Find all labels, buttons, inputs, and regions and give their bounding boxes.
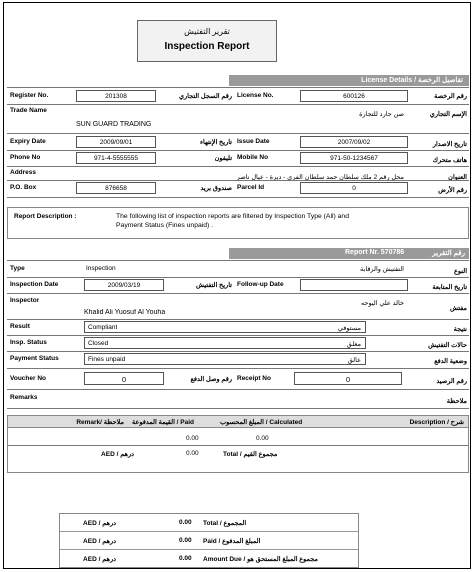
- address-ar-value: محل رقم 2 ملك سلطان حمد سلطان الفرى - ديرة - عيال ناصر: [236, 174, 404, 181]
- totals-row: AED / درهم 0.00 Amount Due / مجموع المبلغ المستحق هو: [83, 555, 318, 563]
- title-english: Inspection Report: [164, 41, 250, 52]
- license-no-field: 600126: [300, 90, 408, 102]
- license-details-header: License Details / تفاصيل الرخصة: [229, 75, 469, 86]
- type-ar: النوع: [454, 268, 467, 275]
- report-header: Report Nr. 570786 رقم التقرير: [229, 248, 469, 259]
- type-label: Type: [10, 265, 25, 272]
- phone-field: 971-4-5555555: [76, 152, 156, 164]
- status-ar: حالات التفتيش: [428, 342, 467, 349]
- payment-field: Fines unpaid عالق: [84, 353, 366, 365]
- payment-label: Payment Status: [10, 355, 59, 362]
- expiry-ar: تاريخ الإنتهاء: [199, 139, 232, 146]
- inspector-ar-value: خالد علي اليوحه: [360, 300, 404, 307]
- issue-field: 2007/09/02: [300, 136, 408, 148]
- phone-label: Phone No: [10, 154, 41, 161]
- pobox-label: P.O. Box: [10, 184, 37, 191]
- inspector-value: Khalid Ali Yuosuf Al Youha: [84, 309, 166, 316]
- totals-box: [59, 513, 359, 568]
- fines-row-calculated: 0.00: [256, 435, 269, 442]
- fines-row-paid: 0.00: [186, 435, 199, 442]
- fines-sum-currency: AED / درهم: [101, 451, 134, 458]
- expiry-field: 2009/09/01: [76, 136, 156, 148]
- insp-date-label: Inspection Date: [10, 281, 59, 288]
- status-label: Insp. Status: [10, 339, 47, 346]
- address-ar: العنوان: [448, 174, 467, 181]
- insp-date-field: 2009/03/19: [84, 279, 164, 291]
- trade-name-label: Trade Name: [10, 107, 47, 114]
- license-no-label: License No.: [237, 92, 274, 99]
- mobile-field: 971-50-1234567: [300, 152, 408, 164]
- inspector-ar: مفتش: [449, 305, 467, 312]
- pobox-field: 876658: [76, 182, 156, 194]
- register-no-ar: رقم السجل التجاري: [178, 93, 232, 100]
- parcel-label: Parcel Id: [237, 184, 265, 191]
- inspector-label: Inspector: [10, 297, 40, 304]
- trade-name-value: SUN GUARD TRADING: [76, 121, 152, 128]
- license-no-ar: رقم الرخصة: [434, 93, 467, 100]
- payment-ar: وضعية الدفع: [434, 358, 467, 365]
- col-description: Description / شرح: [409, 419, 464, 426]
- col-remark: Remark/ ملاحظة: [76, 419, 124, 426]
- report-description-label: Report Description :: [14, 213, 77, 220]
- mobile-ar: هاتف متحرك: [432, 157, 467, 164]
- result-label: Result: [10, 323, 30, 330]
- voucher-ar: رقم وصل الدفع: [190, 376, 232, 383]
- remarks-ar: ملاحظة: [446, 398, 467, 405]
- remarks-label: Remarks: [10, 394, 38, 401]
- parcel-ar: رقم الأرض: [438, 187, 467, 194]
- report-description-box: [7, 207, 469, 239]
- register-no-label: Register No.: [10, 92, 49, 99]
- voucher-field: 0: [84, 372, 164, 385]
- receipt-label: Receipt No: [237, 375, 271, 382]
- trade-name-ar: الإسم التجاري: [429, 111, 467, 118]
- mobile-label: Mobile No: [237, 154, 269, 161]
- trade-name-ar-value: صن جارد للتجارة: [359, 111, 404, 118]
- report-page: [3, 2, 471, 569]
- report-description-line1: The following list of inspection reports are filtered by Inspection Type (All) and: [116, 213, 349, 220]
- fines-table: [7, 415, 469, 473]
- address-label: Address: [10, 169, 37, 176]
- title-box: [137, 20, 277, 62]
- fines-sum-value: 0.00: [186, 450, 199, 457]
- issue-label: Issue Date: [237, 138, 270, 145]
- title-arabic: تقرير التفتيش: [184, 27, 230, 36]
- type-value: Inspection: [86, 265, 116, 272]
- pobox-ar: صندوق بريد: [200, 185, 232, 192]
- fines-sum-label: Total / مجموع القيم: [223, 451, 278, 458]
- status-field: Closed مغلق: [84, 337, 366, 349]
- totals-row: AED / درهم 0.00 Paid / المبلغ المدفوع: [60, 532, 358, 550]
- followup-ar: تاريخ المتابعة: [432, 284, 467, 291]
- totals-row: AED / درهم 0.00 Total / المجموع: [60, 514, 358, 532]
- result-ar: نتيجة: [453, 326, 467, 333]
- followup-field: [300, 279, 408, 291]
- followup-label: Follow-up Date: [237, 281, 284, 288]
- col-calculated: المبلغ المحسوب / Calculated: [220, 419, 303, 426]
- col-paid: القيمة المدفوعة / Paid: [132, 419, 195, 426]
- issue-ar: تاريخ الاصدار: [432, 141, 467, 148]
- type-ar-value: التفتيش والرقابة: [360, 266, 404, 273]
- phone-ar: تليفون: [214, 155, 232, 162]
- result-field: Compliant مستوفي: [84, 321, 366, 333]
- parcel-field: 0: [300, 182, 408, 194]
- voucher-label: Voucher No: [10, 375, 46, 382]
- expiry-label: Expiry Date: [10, 138, 46, 145]
- report-description-line2: Payment Status (Fines unpaid) .: [116, 222, 214, 229]
- register-no-field: 201308: [76, 90, 156, 102]
- receipt-field: 0: [294, 372, 402, 385]
- insp-date-ar: تاريخ التفتيش: [196, 282, 232, 289]
- receipt-ar: رقم الرصيد: [436, 378, 467, 385]
